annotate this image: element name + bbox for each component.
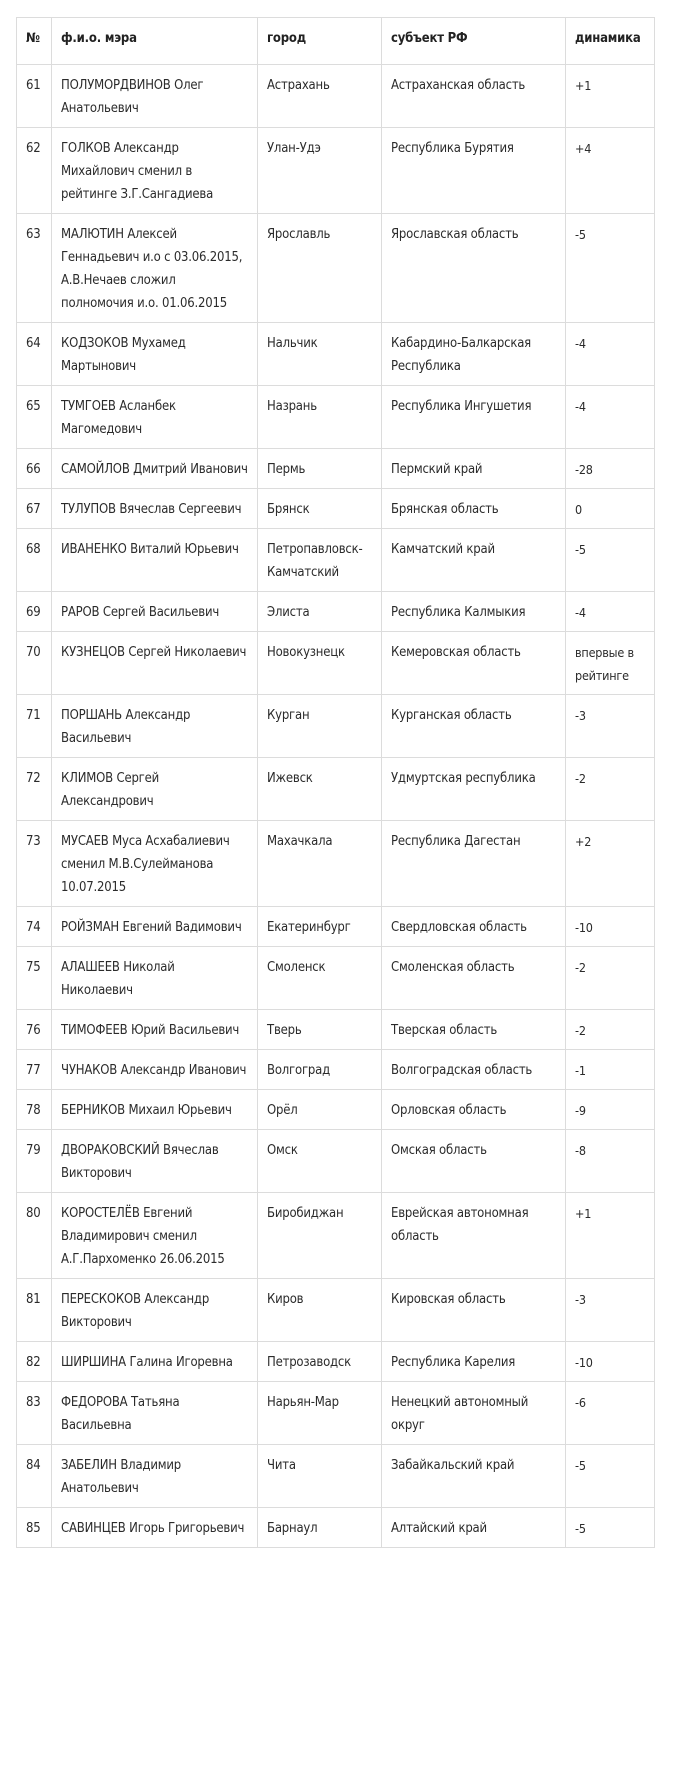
cell-dynamics: -1: [566, 1050, 655, 1090]
cell-number: 63: [17, 214, 52, 323]
cell-number: 66: [17, 449, 52, 489]
cell-mayor-name: РОЙЗМАН Евгений Вадимович: [52, 907, 258, 947]
cell-dynamics: -9: [566, 1090, 655, 1130]
cell-region: Республика Ингушетия: [382, 386, 566, 449]
cell-number: 64: [17, 323, 52, 386]
cell-mayor-name: ФЕДОРОВА Татьяна Васильевна: [52, 1382, 258, 1445]
table-row: [17, 592, 655, 632]
table-row: [17, 128, 655, 214]
cell-dynamics: +1: [566, 1193, 655, 1279]
cell-region: Волгоградская область: [382, 1050, 566, 1090]
cell-mayor-name: КОДЗОКОВ Мухамед Мартынович: [52, 323, 258, 386]
cell-mayor-name: ЗАБЕЛИН Владимир Анатольевич: [52, 1445, 258, 1508]
column-header-dynamics: динамика: [566, 18, 655, 65]
cell-number: 76: [17, 1010, 52, 1050]
table-row: [17, 386, 655, 449]
cell-mayor-name: ЧУНАКОВ Александр Иванович: [52, 1050, 258, 1090]
table-row: [17, 65, 655, 128]
ratings-table-container: [16, 17, 655, 1548]
cell-number: 67: [17, 489, 52, 529]
cell-city: Назрань: [258, 386, 382, 449]
table-row: [17, 758, 655, 821]
cell-dynamics: 0: [566, 489, 655, 529]
cell-dynamics: -3: [566, 695, 655, 758]
cell-number: 73: [17, 821, 52, 907]
table-row: [17, 1010, 655, 1050]
table-row: [17, 323, 655, 386]
cell-city: Нарьян-Мар: [258, 1382, 382, 1445]
cell-mayor-name: ПОЛУМОРДВИНОВ Олег Анатольевич: [52, 65, 258, 128]
column-header-region: субъект РФ: [382, 18, 566, 65]
cell-region: Орловская область: [382, 1090, 566, 1130]
cell-region: Республика Карелия: [382, 1342, 566, 1382]
cell-number: 62: [17, 128, 52, 214]
cell-region: Кабардино-Балкарская Республика: [382, 323, 566, 386]
cell-dynamics: -2: [566, 947, 655, 1010]
column-header-mayor-name: ф.и.о. мэра: [52, 18, 258, 65]
cell-region: Астраханская область: [382, 65, 566, 128]
cell-dynamics: +2: [566, 821, 655, 907]
cell-mayor-name: САМОЙЛОВ Дмитрий Иванович: [52, 449, 258, 489]
cell-region: Забайкальский край: [382, 1445, 566, 1508]
cell-dynamics: -2: [566, 758, 655, 821]
cell-city: Нальчик: [258, 323, 382, 386]
cell-city: Махачкала: [258, 821, 382, 907]
table-row: [17, 489, 655, 529]
cell-mayor-name: АЛАШЕЕВ Николай Николаевич: [52, 947, 258, 1010]
cell-city: Новокузнецк: [258, 632, 382, 695]
cell-dynamics: -4: [566, 386, 655, 449]
cell-dynamics: -6: [566, 1382, 655, 1445]
cell-number: 70: [17, 632, 52, 695]
table-row: [17, 1342, 655, 1382]
cell-region: Республика Калмыкия: [382, 592, 566, 632]
cell-dynamics: +4: [566, 128, 655, 214]
cell-dynamics: -5: [566, 1508, 655, 1548]
cell-dynamics: -5: [566, 214, 655, 323]
cell-mayor-name: КУЗНЕЦОВ Сергей Николаевич: [52, 632, 258, 695]
header-row: [17, 18, 655, 65]
cell-region: Республика Бурятия: [382, 128, 566, 214]
mayor-ratings-table: [16, 17, 655, 1548]
table-row: [17, 529, 655, 592]
cell-number: 79: [17, 1130, 52, 1193]
cell-dynamics: впервые в рейтинге: [566, 632, 655, 695]
cell-region: Свердловская область: [382, 907, 566, 947]
cell-city: Чита: [258, 1445, 382, 1508]
cell-city: Орёл: [258, 1090, 382, 1130]
table-row: [17, 214, 655, 323]
cell-city: Брянск: [258, 489, 382, 529]
cell-city: Улан-Удэ: [258, 128, 382, 214]
cell-number: 71: [17, 695, 52, 758]
table-row: [17, 907, 655, 947]
cell-city: Омск: [258, 1130, 382, 1193]
table-row: [17, 947, 655, 1010]
table-row: [17, 1445, 655, 1508]
cell-dynamics: -8: [566, 1130, 655, 1193]
table-row: [17, 1279, 655, 1342]
cell-region: Смоленская область: [382, 947, 566, 1010]
table-row: [17, 1130, 655, 1193]
table-row: [17, 449, 655, 489]
cell-number: 65: [17, 386, 52, 449]
cell-city: Екатеринбург: [258, 907, 382, 947]
cell-number: 78: [17, 1090, 52, 1130]
cell-region: Камчатский край: [382, 529, 566, 592]
cell-region: Республика Дагестан: [382, 821, 566, 907]
cell-mayor-name: КОРОСТЕЛЁВ Евгений Владимирович сменил А.Г.Пархоменко 26.06.2015: [52, 1193, 258, 1279]
cell-number: 85: [17, 1508, 52, 1548]
cell-mayor-name: ШИРШИНА Галина Игоревна: [52, 1342, 258, 1382]
cell-dynamics: -10: [566, 907, 655, 947]
table-row: [17, 695, 655, 758]
cell-number: 69: [17, 592, 52, 632]
table-body: [17, 65, 655, 1548]
cell-dynamics: +1: [566, 65, 655, 128]
cell-mayor-name: МУСАЕВ Муса Асхабалиевич сменил М.В.Сулейманова 10.07.2015: [52, 821, 258, 907]
table-row: [17, 1508, 655, 1548]
cell-region: Алтайский край: [382, 1508, 566, 1548]
table-row: [17, 1090, 655, 1130]
cell-region: Пермский край: [382, 449, 566, 489]
cell-city: Пермь: [258, 449, 382, 489]
cell-region: Удмуртская республика: [382, 758, 566, 821]
cell-region: Омская область: [382, 1130, 566, 1193]
cell-mayor-name: САВИНЦЕВ Игорь Григорьевич: [52, 1508, 258, 1548]
cell-mayor-name: ГОЛКОВ Александр Михайлович сменил в рейтинге З.Г.Сангадиева: [52, 128, 258, 214]
cell-mayor-name: РАРОВ Сергей Васильевич: [52, 592, 258, 632]
cell-mayor-name: ТИМОФЕЕВ Юрий Васильевич: [52, 1010, 258, 1050]
cell-city: Астрахань: [258, 65, 382, 128]
cell-dynamics: -3: [566, 1279, 655, 1342]
cell-number: 61: [17, 65, 52, 128]
table-row: [17, 1382, 655, 1445]
cell-dynamics: -5: [566, 1445, 655, 1508]
cell-city: Волгоград: [258, 1050, 382, 1090]
cell-mayor-name: МАЛЮТИН Алексей Геннадьевич и.о с 03.06.2015, А.В.Нечаев сложил полномочия и.о. 01.06.2015: [52, 214, 258, 323]
cell-dynamics: -28: [566, 449, 655, 489]
cell-city: Ижевск: [258, 758, 382, 821]
cell-region: Ярославская область: [382, 214, 566, 323]
cell-city: Смоленск: [258, 947, 382, 1010]
cell-dynamics: -5: [566, 529, 655, 592]
cell-mayor-name: ДВОРАКОВСКИЙ Вячеслав Викторович: [52, 1130, 258, 1193]
cell-city: Курган: [258, 695, 382, 758]
cell-number: 81: [17, 1279, 52, 1342]
cell-number: 77: [17, 1050, 52, 1090]
cell-region: Еврейская автономная область: [382, 1193, 566, 1279]
cell-number: 83: [17, 1382, 52, 1445]
cell-region: Кировская область: [382, 1279, 566, 1342]
cell-mayor-name: ТУМГОЕВ Асланбек Магомедович: [52, 386, 258, 449]
column-header-city: город: [258, 18, 382, 65]
table-row: [17, 632, 655, 695]
table-row: [17, 821, 655, 907]
cell-region: Тверская область: [382, 1010, 566, 1050]
cell-city: Тверь: [258, 1010, 382, 1050]
cell-mayor-name: ПЕРЕСКОКОВ Александр Викторович: [52, 1279, 258, 1342]
cell-dynamics: -2: [566, 1010, 655, 1050]
cell-mayor-name: ТУЛУПОВ Вячеслав Сергеевич: [52, 489, 258, 529]
cell-number: 68: [17, 529, 52, 592]
cell-city: Биробиджан: [258, 1193, 382, 1279]
cell-number: 75: [17, 947, 52, 1010]
cell-region: Курганская область: [382, 695, 566, 758]
cell-mayor-name: КЛИМОВ Сергей Александрович: [52, 758, 258, 821]
cell-city: Ярославль: [258, 214, 382, 323]
cell-region: Брянская область: [382, 489, 566, 529]
cell-mayor-name: ПОРШАНЬ Александр Васильевич: [52, 695, 258, 758]
cell-number: 80: [17, 1193, 52, 1279]
cell-number: 82: [17, 1342, 52, 1382]
table-row: [17, 1050, 655, 1090]
cell-region: Ненецкий автономный округ: [382, 1382, 566, 1445]
cell-dynamics: -4: [566, 592, 655, 632]
cell-number: 72: [17, 758, 52, 821]
cell-region: Кемеровская область: [382, 632, 566, 695]
cell-dynamics: -10: [566, 1342, 655, 1382]
column-header-number: №: [17, 18, 52, 65]
cell-number: 74: [17, 907, 52, 947]
cell-number: 84: [17, 1445, 52, 1508]
cell-city: Элиста: [258, 592, 382, 632]
cell-mayor-name: БЕРНИКОВ Михаил Юрьевич: [52, 1090, 258, 1130]
cell-city: Петрозаводск: [258, 1342, 382, 1382]
cell-city: Барнаул: [258, 1508, 382, 1548]
cell-mayor-name: ИВАНЕНКО Виталий Юрьевич: [52, 529, 258, 592]
cell-dynamics: -4: [566, 323, 655, 386]
cell-city: Киров: [258, 1279, 382, 1342]
cell-city: Петропавловск-Камчатский: [258, 529, 382, 592]
table-row: [17, 1193, 655, 1279]
table-header: [17, 18, 655, 65]
